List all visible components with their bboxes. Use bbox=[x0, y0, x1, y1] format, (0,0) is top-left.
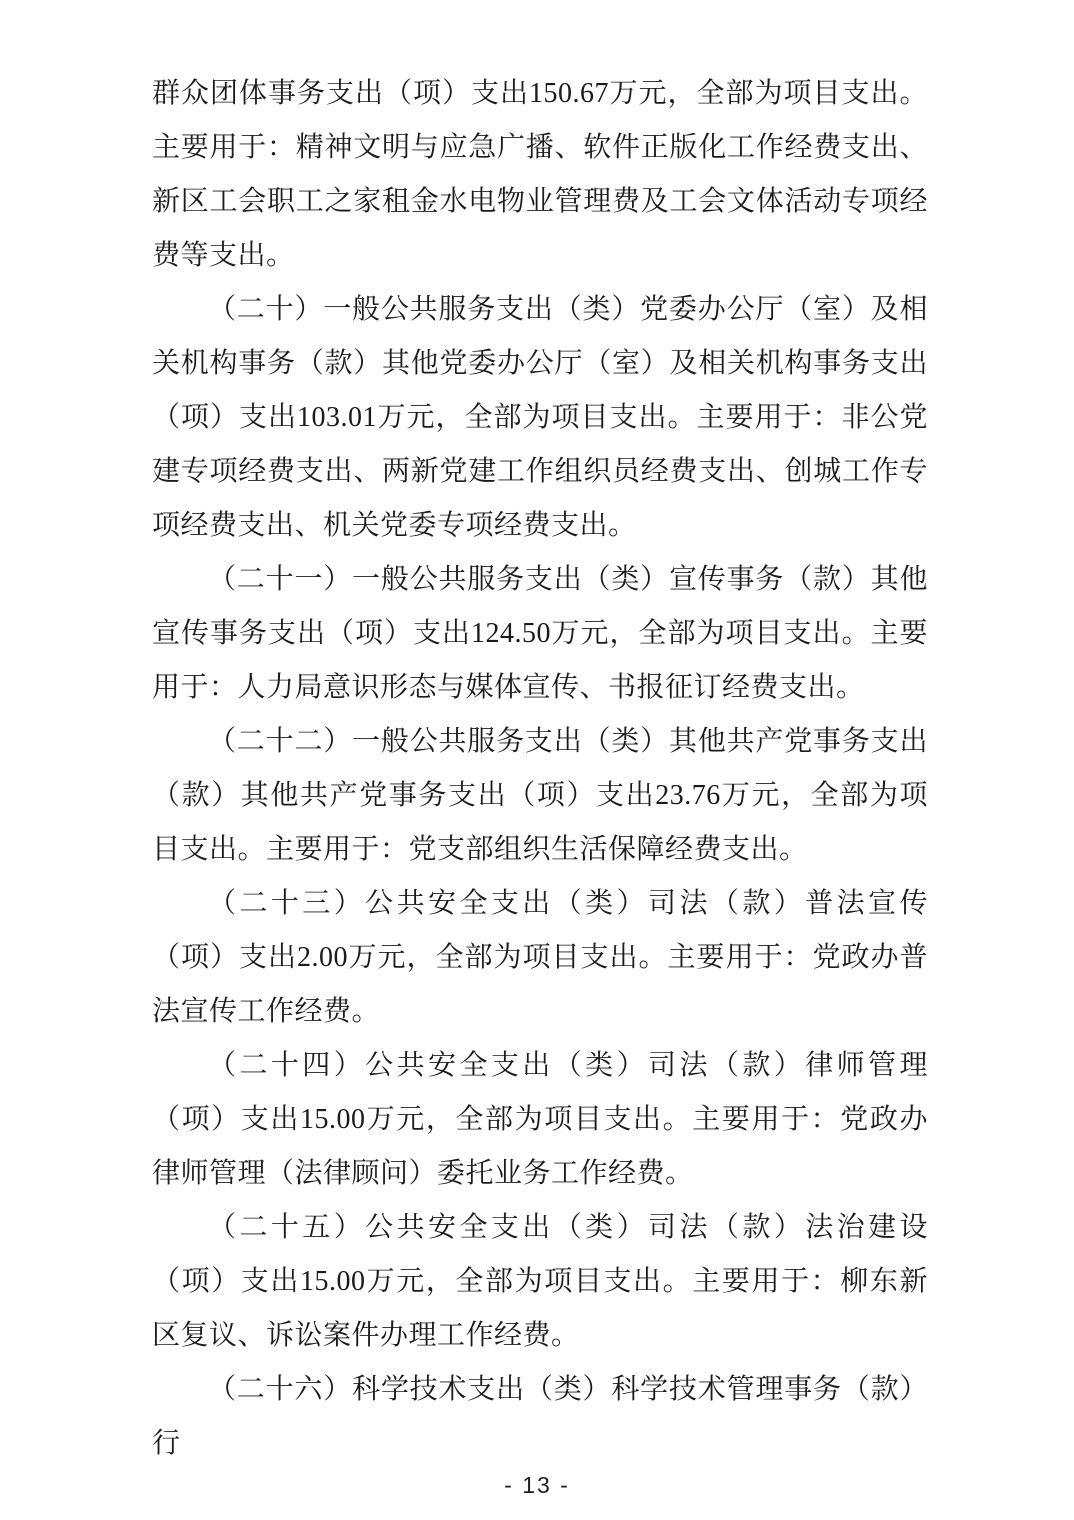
paragraph-continuation: 群众团体事务支出（项）支出150.67万元，全部为项目支出。主要用于：精神文明与应急广播、软件正版化工作经费支出、新区工会职工之家租金水电物业管理费及工会文体活动专项经费等支出。 bbox=[152, 78, 928, 271]
page-number: - 13 - bbox=[504, 1472, 570, 1498]
paragraph-item-25: （二十五）公共安全支出（类）司法（款）法治建设（项）支出15.00万元，全部为项目支出。主要用于：柳东新区复议、诉讼案件办理工作经费。 bbox=[152, 1212, 928, 1351]
paragraph-item-26: （二十六）科学技术支出（类）科学技术管理事务（款）行 bbox=[152, 1374, 928, 1459]
paragraph-item-21: （二十一）一般公共服务支出（类）宣传事务（款）其他宣传事务支出（项）支出124.50万元，全部为项目支出。主要用于：人力局意识形态与媒体宣传、书报征订经费支出。 bbox=[152, 564, 928, 703]
paragraph-item-22: （二十二）一般公共服务支出（类）其他共产党事务支出（款）其他共产党事务支出（项）支出23.76万元，全部为项目支出。主要用于：党支部组织生活保障经费支出。 bbox=[152, 726, 928, 865]
paragraph-item-24: （二十四）公共安全支出（类）司法（款）律师管理（项）支出15.00万元，全部为项目支出。主要用于：党政办律师管理（法律顾问）委托业务工作经费。 bbox=[152, 1050, 928, 1189]
paragraph-item-20: （二十）一般公共服务支出（类）党委办公厅（室）及相关机构事务（款）其他党委办公厅（室）及相关机构事务支出（项）支出103.01万元，全部为项目支出。主要用于：非公党建专项经费支出、两新党建工作组织员经费支出、创城工作专项经费支出、机关党委专项经费支出。 bbox=[152, 294, 928, 541]
document-body bbox=[152, 67, 928, 1471]
paragraph-item-23: （二十三）公共安全支出（类）司法（款）普法宣传（项）支出2.00万元，全部为项目支出。主要用于：党政办普法宣传工作经费。 bbox=[152, 888, 928, 1027]
page-footer bbox=[0, 1472, 1074, 1499]
